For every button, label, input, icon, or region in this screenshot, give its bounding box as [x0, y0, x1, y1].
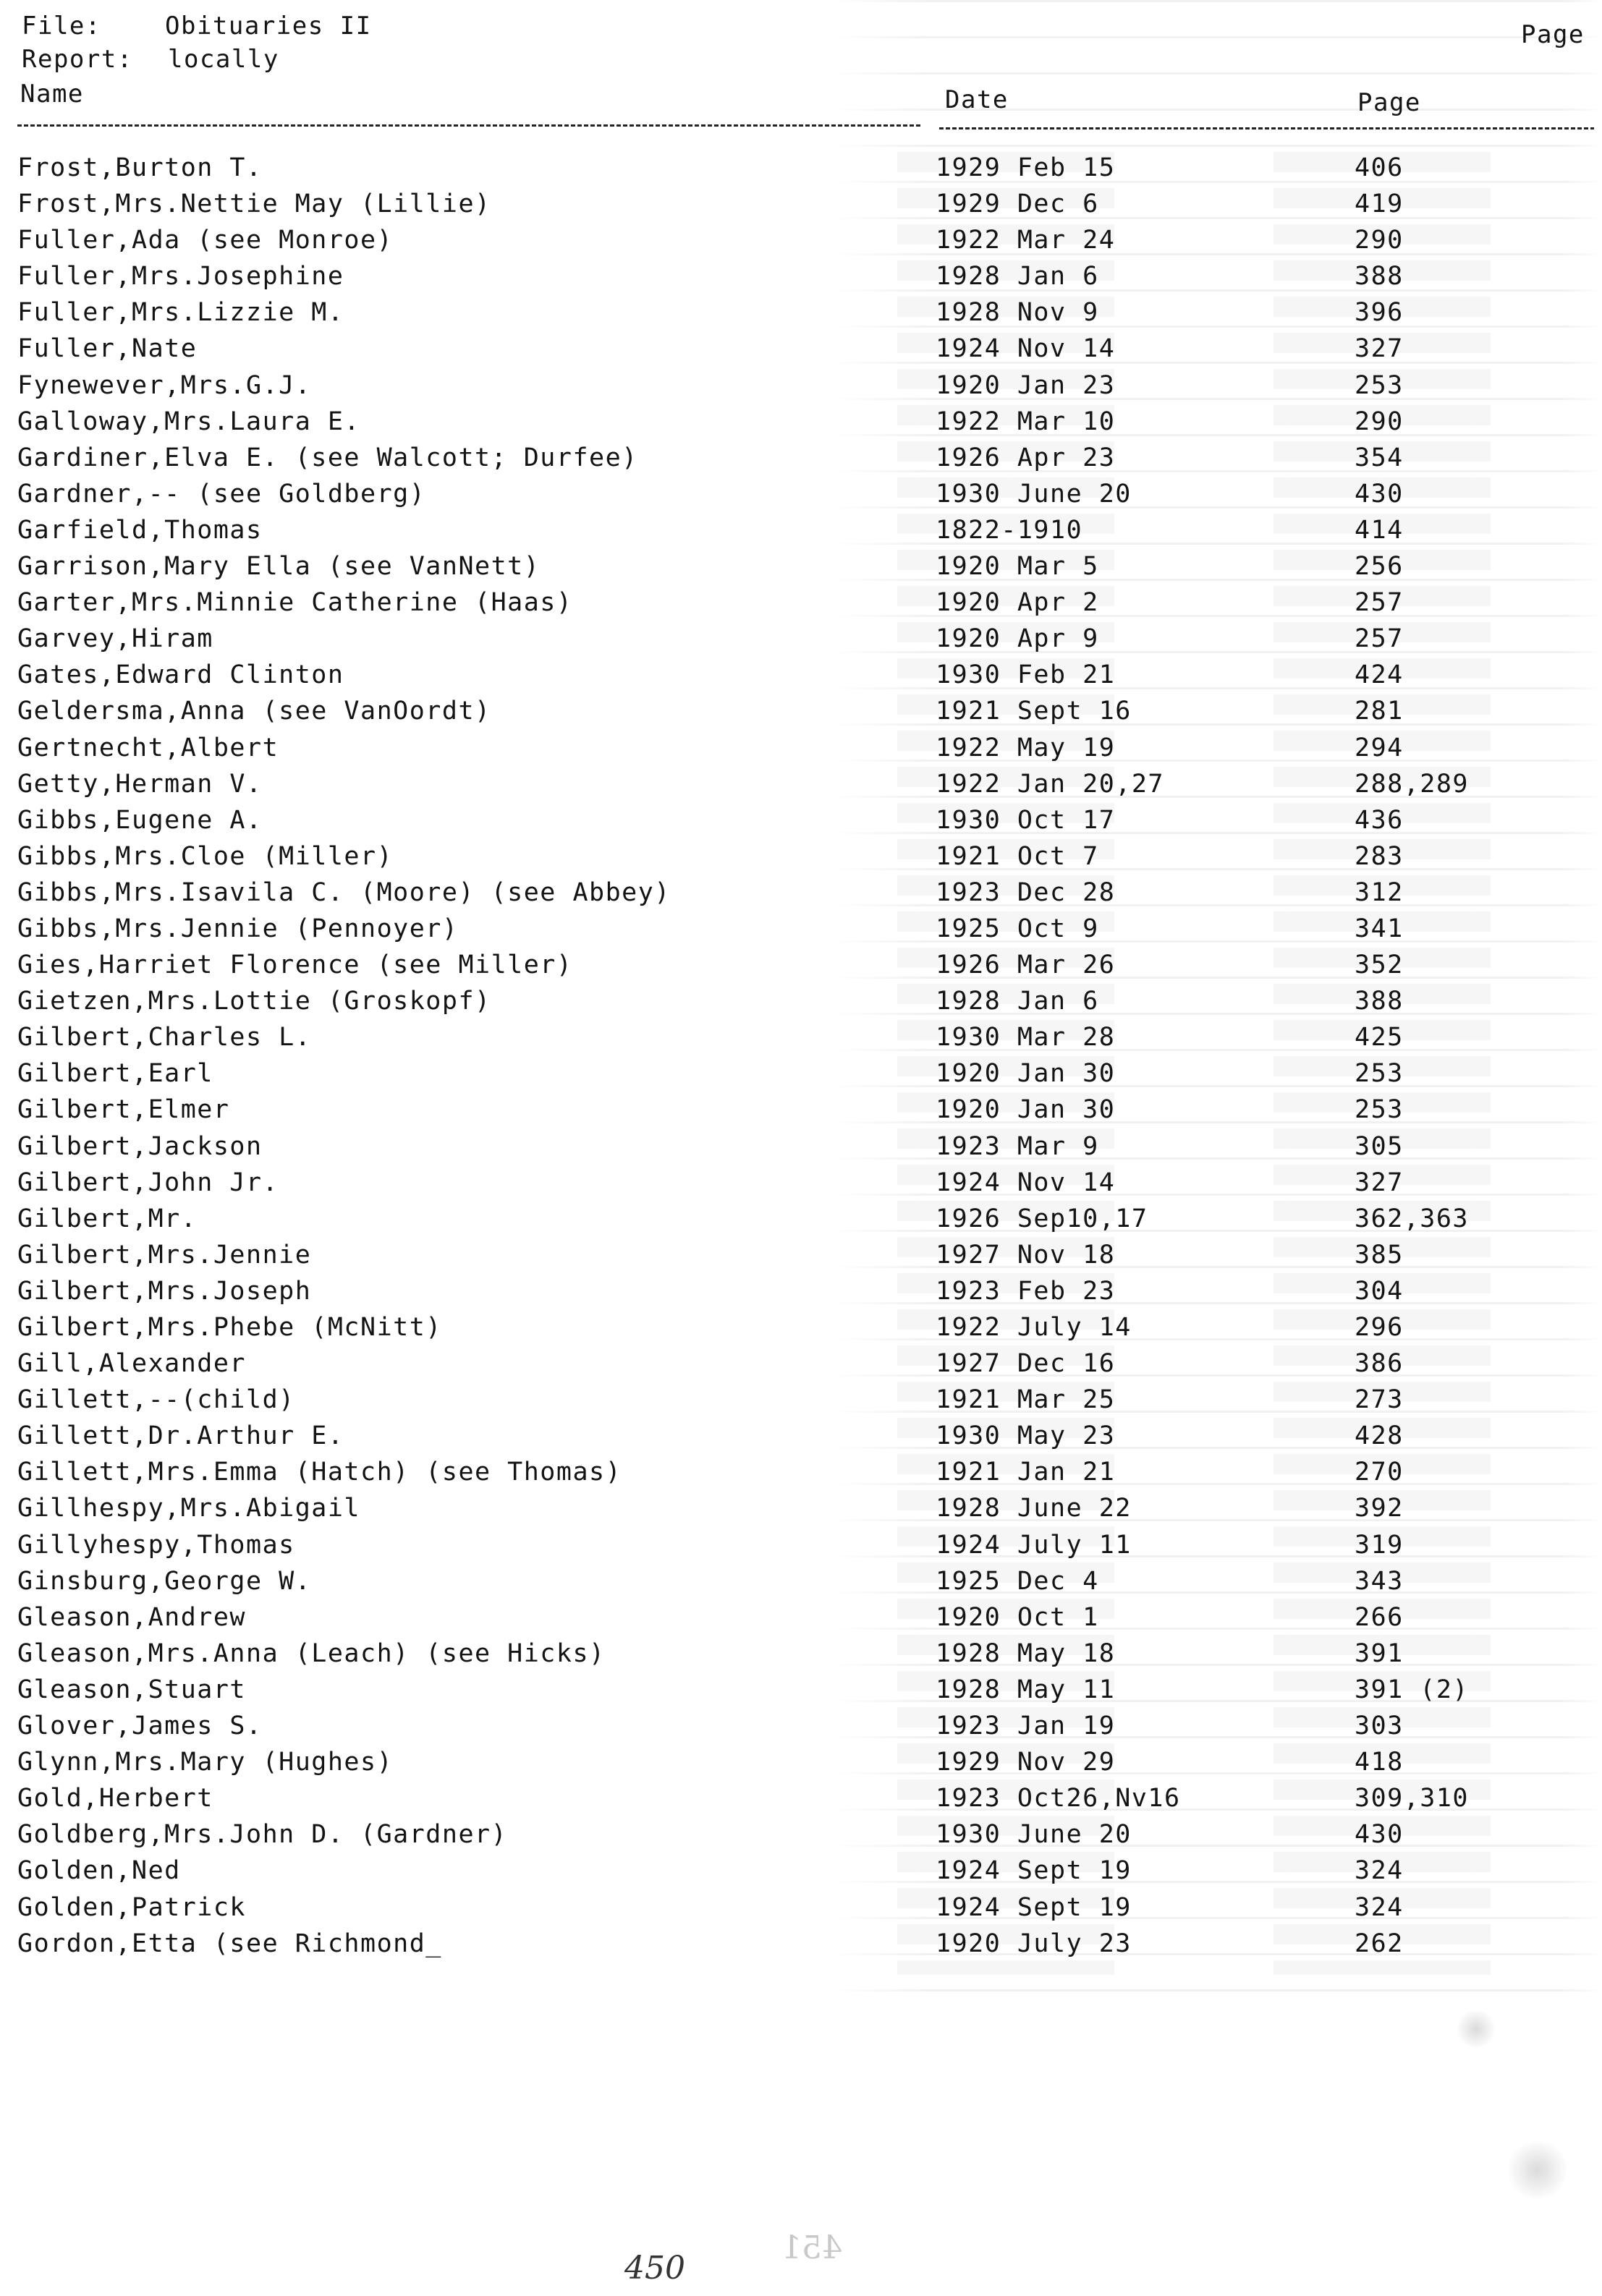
entry-date: 1923 Jan 19	[936, 1712, 1116, 1741]
entry-page: 352	[1355, 951, 1404, 980]
list-item	[0, 584, 1602, 621]
entry-date: 1920 Jan 23	[936, 370, 1116, 400]
entry-date: 1920 Apr 9	[936, 624, 1099, 654]
entry-page: 327	[1355, 1168, 1404, 1197]
entry-page: 436	[1355, 805, 1404, 835]
entry-name: Glover,James S.	[17, 1712, 263, 1741]
entry-page: 294	[1355, 733, 1404, 762]
entry-page: 388	[1355, 262, 1404, 292]
list-item	[0, 1708, 1602, 1744]
list-item	[0, 621, 1602, 657]
entry-name: Goldberg,Mrs.John D. (Gardner)	[17, 1820, 508, 1850]
entry-name: Garvey,Hiram	[17, 624, 213, 654]
entry-name: Gies,Harriet Florence (see Miller)	[17, 951, 573, 980]
list-item	[0, 294, 1602, 331]
list-item	[0, 440, 1602, 476]
entry-page: 324	[1355, 1892, 1404, 1922]
entry-name: Gibbs,Eugene A.	[17, 805, 263, 835]
entry-date: 1925 Oct 9	[936, 914, 1099, 943]
corner-page-label: Page	[1521, 20, 1585, 49]
entry-date: 1920 July 23	[936, 1929, 1132, 1958]
list-item	[0, 367, 1602, 404]
entry-page: 253	[1355, 370, 1404, 400]
list-item	[0, 1563, 1602, 1599]
entry-page: 290	[1355, 226, 1404, 255]
entry-page: 266	[1355, 1602, 1404, 1632]
entry-date: 1929 Feb 15	[936, 153, 1116, 182]
column-header-name: Name	[20, 80, 84, 109]
list-item	[0, 186, 1602, 222]
entry-page: 303	[1355, 1712, 1404, 1741]
entry-page: 327	[1355, 334, 1404, 364]
list-item	[0, 512, 1602, 548]
entry-date: 1921 Sept 16	[936, 697, 1132, 726]
entry-date: 1921 Jan 21	[936, 1458, 1116, 1487]
entry-page: 304	[1355, 1276, 1404, 1306]
list-item	[0, 766, 1602, 802]
entry-page: 428	[1355, 1421, 1404, 1451]
report-label: Report:	[22, 45, 133, 74]
entry-page: 396	[1355, 298, 1404, 328]
column-header-date: Date	[945, 85, 1009, 114]
entry-date: 1930 May 23	[936, 1421, 1116, 1451]
handwritten-page-number: 450	[624, 2250, 685, 2287]
entry-date: 1922 Jan 20,27	[936, 769, 1165, 799]
entry-name: Frost,Mrs.Nettie May (Lillie)	[17, 190, 491, 219]
entry-name: Gardner,-- (see Goldberg)	[17, 479, 426, 509]
entry-date: 1922 May 19	[936, 733, 1116, 762]
entry-page: 425	[1355, 1023, 1404, 1053]
entry-page: 391 (2)	[1355, 1675, 1470, 1704]
list-item	[0, 1128, 1602, 1165]
entry-date: 1924 Nov 14	[936, 334, 1116, 364]
list-item	[0, 150, 1602, 186]
entry-date: 1923 Oct26,Nv16	[936, 1784, 1181, 1814]
entry-name: Gleason,Stuart	[17, 1675, 247, 1704]
entry-name: Gordon,Etta (see Richmond_	[17, 1929, 442, 1958]
list-item	[0, 1780, 1602, 1816]
entry-date: 1924 Sept 19	[936, 1892, 1132, 1922]
file-label: File:	[22, 12, 101, 41]
entry-name: Gietzen,Mrs.Lottie (Groskopf)	[17, 987, 491, 1016]
list-item	[0, 1165, 1602, 1201]
list-item	[0, 693, 1602, 729]
entry-date: 1920 Jan 30	[936, 1059, 1116, 1089]
entry-date: 1930 Mar 28	[936, 1023, 1116, 1053]
list-item	[0, 1527, 1602, 1563]
list-item	[0, 838, 1602, 875]
entry-name: Gilbert,Mrs.Phebe (McNitt)	[17, 1313, 442, 1342]
entry-page: 288,289	[1355, 769, 1470, 799]
entry-page: 424	[1355, 660, 1404, 690]
entry-date: 1822-1910	[936, 515, 1083, 545]
entry-date: 1926 Sep10,17	[936, 1204, 1148, 1233]
entry-page: 309,310	[1355, 1784, 1470, 1814]
list-item	[0, 1599, 1602, 1636]
entry-page: 430	[1355, 479, 1404, 509]
list-item	[0, 548, 1602, 584]
entry-date: 1929 Nov 29	[936, 1748, 1116, 1777]
report-value: locally	[168, 45, 279, 74]
entry-date: 1930 Oct 17	[936, 805, 1116, 835]
entry-date: 1920 Mar 5	[936, 552, 1099, 582]
list-item	[0, 875, 1602, 911]
entry-name: Gibbs,Mrs.Isavila C. (Moore) (see Abbey)	[17, 877, 671, 907]
entry-page: 430	[1355, 1820, 1404, 1850]
entry-date: 1920 Apr 2	[936, 588, 1099, 618]
entry-date: 1924 July 11	[936, 1530, 1132, 1560]
entry-name: Gilbert,Mrs.Joseph	[17, 1276, 312, 1306]
entry-date: 1928 June 22	[936, 1494, 1132, 1523]
list-item	[0, 258, 1602, 294]
entry-date: 1923 Dec 28	[936, 877, 1116, 907]
obituary-index-list	[0, 150, 1602, 1962]
list-item	[0, 1816, 1602, 1853]
list-item	[0, 802, 1602, 838]
entry-date: 1925 Dec 4	[936, 1566, 1099, 1596]
entry-page: 324	[1355, 1856, 1404, 1886]
list-item	[0, 404, 1602, 440]
entry-date: 1927 Dec 16	[936, 1349, 1116, 1379]
entry-date: 1921 Oct 7	[936, 841, 1099, 871]
entry-page: 388	[1355, 987, 1404, 1016]
entry-name: Getty,Herman V.	[17, 769, 263, 799]
list-item	[0, 730, 1602, 766]
entry-date: 1928 May 18	[936, 1638, 1116, 1668]
reverse-page-number-bleed: 451	[781, 2229, 842, 2266]
list-item	[0, 1019, 1602, 1055]
entry-name: Gilbert,Elmer	[17, 1095, 230, 1125]
header-underline-name	[17, 124, 922, 127]
entry-date: 1927 Nov 18	[936, 1240, 1116, 1270]
entry-name: Gleason,Mrs.Anna (Leach) (see Hicks)	[17, 1638, 606, 1668]
entry-page: 256	[1355, 552, 1404, 582]
entry-name: Gilbert,Jackson	[17, 1131, 263, 1161]
entry-date: 1928 Nov 9	[936, 298, 1099, 328]
entry-date: 1924 Sept 19	[936, 1856, 1132, 1886]
list-item	[0, 657, 1602, 693]
entry-name: Gates,Edward Clinton	[17, 660, 344, 690]
list-item	[0, 1490, 1602, 1526]
entry-name: Galloway,Mrs.Laura E.	[17, 407, 361, 436]
entry-name: Fuller,Ada (see Monroe)	[17, 226, 394, 255]
entry-name: Fynewever,Mrs.G.J.	[17, 370, 312, 400]
entry-page: 270	[1355, 1458, 1404, 1487]
entry-page: 354	[1355, 443, 1404, 472]
entry-date: 1923 Mar 9	[936, 1131, 1099, 1161]
entry-name: Gilbert,Charles L.	[17, 1023, 312, 1053]
entry-date: 1930 Feb 21	[936, 660, 1116, 690]
list-item	[0, 1273, 1602, 1309]
entry-page: 281	[1355, 697, 1404, 726]
entry-page: 305	[1355, 1131, 1404, 1161]
entry-page: 419	[1355, 190, 1404, 219]
list-item	[0, 1418, 1602, 1454]
entry-date: 1922 Mar 24	[936, 226, 1116, 255]
entry-name: Gibbs,Mrs.Cloe (Miller)	[17, 841, 394, 871]
entry-name: Gilbert,Mr.	[17, 1204, 198, 1233]
entry-page: 406	[1355, 153, 1404, 182]
entry-date: 1923 Feb 23	[936, 1276, 1116, 1306]
entry-name: Gertnecht,Albert	[17, 733, 279, 762]
entry-page: 385	[1355, 1240, 1404, 1270]
entry-date: 1924 Nov 14	[936, 1168, 1116, 1197]
entry-page: 257	[1355, 588, 1404, 618]
entry-name: Gardiner,Elva E. (see Walcott; Durfee)	[17, 443, 638, 472]
paper-smudge	[1505, 2141, 1570, 2199]
entry-name: Fuller,Mrs.Lizzie M.	[17, 298, 344, 328]
entry-name: Gillhespy,Mrs.Abigail	[17, 1494, 361, 1523]
entry-name: Garfield,Thomas	[17, 515, 263, 545]
entry-date: 1928 Jan 6	[936, 262, 1099, 292]
list-item	[0, 1672, 1602, 1708]
entry-page: 296	[1355, 1313, 1404, 1342]
entry-name: Golden,Patrick	[17, 1892, 247, 1922]
entry-page: 391	[1355, 1638, 1404, 1668]
header-underline-date-page	[939, 127, 1594, 129]
entry-date: 1926 Apr 23	[936, 443, 1116, 472]
entry-name: Geldersma,Anna (see VanOordt)	[17, 697, 491, 726]
entry-page: 290	[1355, 407, 1404, 436]
entry-name: Gillett,Mrs.Emma (Hatch) (see Thomas)	[17, 1458, 622, 1487]
entry-name: Gillyhespy,Thomas	[17, 1530, 295, 1560]
list-item	[0, 1237, 1602, 1273]
entry-page: 392	[1355, 1494, 1404, 1523]
list-item	[0, 1345, 1602, 1382]
entry-page: 386	[1355, 1349, 1404, 1379]
list-item	[0, 1092, 1602, 1128]
entry-name: Gleason,Andrew	[17, 1602, 247, 1632]
entry-date: 1930 June 20	[936, 1820, 1132, 1850]
paper-smudge	[1454, 2011, 1498, 2047]
list-item	[0, 1636, 1602, 1672]
list-item	[0, 1055, 1602, 1092]
column-header-page: Page	[1357, 88, 1421, 117]
entry-name: Gilbert,Earl	[17, 1059, 213, 1089]
entry-page: 273	[1355, 1385, 1404, 1415]
entry-page: 257	[1355, 624, 1404, 654]
list-item	[0, 1201, 1602, 1237]
entry-page: 319	[1355, 1530, 1404, 1560]
entry-page: 253	[1355, 1059, 1404, 1089]
entry-date: 1922 July 14	[936, 1313, 1132, 1342]
list-item	[0, 911, 1602, 947]
entry-page: 418	[1355, 1748, 1404, 1777]
entry-page: 262	[1355, 1929, 1404, 1958]
list-item	[0, 1744, 1602, 1780]
entry-date: 1928 Jan 6	[936, 987, 1099, 1016]
entry-date: 1929 Dec 6	[936, 190, 1099, 219]
entry-date: 1920 Oct 1	[936, 1602, 1099, 1632]
entry-name: Gillett,Dr.Arthur E.	[17, 1421, 344, 1451]
list-item	[0, 1382, 1602, 1418]
entry-date: 1930 June 20	[936, 479, 1132, 509]
list-item	[0, 1889, 1602, 1926]
list-item	[0, 1309, 1602, 1345]
list-item	[0, 331, 1602, 367]
entry-name: Glynn,Mrs.Mary (Hughes)	[17, 1748, 394, 1777]
entry-name: Fuller,Mrs.Josephine	[17, 262, 344, 292]
entry-name: Gilbert,John Jr.	[17, 1168, 279, 1197]
entry-name: Gill,Alexander	[17, 1349, 247, 1379]
entry-page: 283	[1355, 841, 1404, 871]
entry-name: Golden,Ned	[17, 1856, 181, 1886]
entry-name: Gold,Herbert	[17, 1784, 213, 1814]
entry-name: Garter,Mrs.Minnie Catherine (Haas)	[17, 588, 573, 618]
list-item	[0, 983, 1602, 1019]
list-item	[0, 222, 1602, 258]
list-item	[0, 1454, 1602, 1490]
entry-name: Garrison,Mary Ella (see VanNett)	[17, 552, 541, 582]
entry-date: 1920 Jan 30	[936, 1095, 1116, 1125]
file-value: Obituaries II	[165, 12, 372, 41]
entry-page: 343	[1355, 1566, 1404, 1596]
entry-date: 1921 Mar 25	[936, 1385, 1116, 1415]
entry-date: 1926 Mar 26	[936, 951, 1116, 980]
entry-page: 341	[1355, 914, 1404, 943]
entry-name: Gilbert,Mrs.Jennie	[17, 1240, 312, 1270]
entry-page: 312	[1355, 877, 1404, 907]
entry-date: 1928 May 11	[936, 1675, 1116, 1704]
list-item	[0, 1853, 1602, 1889]
entry-page: 253	[1355, 1095, 1404, 1125]
entry-page: 362,363	[1355, 1204, 1470, 1233]
entry-name: Fuller,Nate	[17, 334, 198, 364]
entry-page: 414	[1355, 515, 1404, 545]
list-item	[0, 1926, 1602, 1962]
entry-name: Gibbs,Mrs.Jennie (Pennoyer)	[17, 914, 459, 943]
entry-date: 1922 Mar 10	[936, 407, 1116, 436]
entry-name: Frost,Burton T.	[17, 153, 263, 182]
entry-name: Gillett,--(child)	[17, 1385, 295, 1415]
entry-name: Ginsburg,George W.	[17, 1566, 312, 1596]
list-item	[0, 947, 1602, 983]
list-item	[0, 476, 1602, 512]
